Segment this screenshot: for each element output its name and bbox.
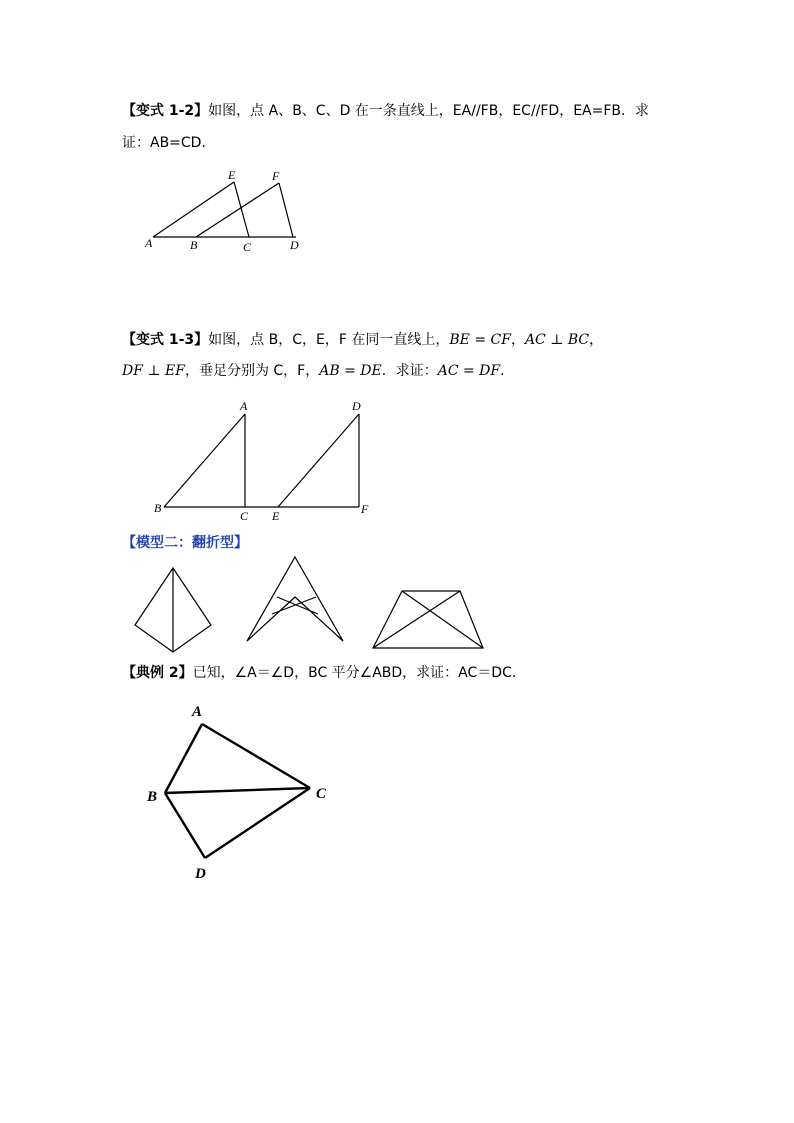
- line-AB: [165, 724, 202, 793]
- variant12-tag: 【变式 1-2】: [122, 103, 209, 119]
- variant13-text2: ，垂足分别为 C，F，: [184, 363, 320, 379]
- variant13-math-be-cf: BE = CF: [449, 332, 511, 348]
- model2-heading: 【模型二：翻折型】: [122, 535, 248, 551]
- variant12-text1: 如图，点 A、B、C、D 在一条直线上，EA//FB，EC//FD，EA=FB．求: [208, 103, 650, 119]
- label-B: B: [190, 238, 198, 252]
- line-AC: [202, 724, 310, 788]
- line-BC: [165, 788, 310, 793]
- variant13-math-ac-bc: AC ⊥ BC: [524, 332, 590, 348]
- label-C: C: [240, 509, 249, 523]
- example2-text: 已知，∠A＝∠D，BC 平分∠ABD，求证：AC＝DC．: [192, 665, 526, 681]
- label-E: E: [228, 168, 236, 182]
- label-C: C: [243, 240, 252, 254]
- variant13-end2: ．: [500, 363, 515, 379]
- variant12-text2: 证：AB=CD．: [122, 135, 216, 151]
- line-DC: [205, 788, 310, 858]
- label-B: B: [147, 789, 158, 805]
- variant13-math-df-ef: DF ⊥ EF: [122, 363, 185, 379]
- line-BD: [165, 793, 205, 858]
- variant13-text3: ．求证：: [381, 363, 438, 379]
- variant13-text1: 如图，点 B，C，E，F 在同一直线上，: [208, 332, 450, 348]
- label-C: C: [316, 786, 327, 802]
- variant13-tag: 【变式 1-3】: [122, 332, 209, 348]
- variant13-sep: ，: [510, 332, 525, 348]
- variant13-math-ac-df: AC = DF: [437, 363, 501, 379]
- label-B: B: [154, 501, 162, 515]
- label-F: F: [272, 169, 280, 183]
- label-D: D: [195, 866, 206, 882]
- label-D: D: [290, 238, 299, 252]
- label-A: A: [240, 399, 248, 413]
- label-E: E: [272, 509, 280, 523]
- variant13-math-ab-de: AB = DE: [319, 363, 382, 379]
- label-D: D: [352, 399, 361, 413]
- label-A: A: [192, 704, 203, 720]
- label-A: A: [145, 236, 153, 250]
- label-F: F: [361, 502, 369, 516]
- example2-tag: 【典例 2】: [122, 665, 193, 681]
- variant13-end1: ，: [589, 332, 604, 348]
